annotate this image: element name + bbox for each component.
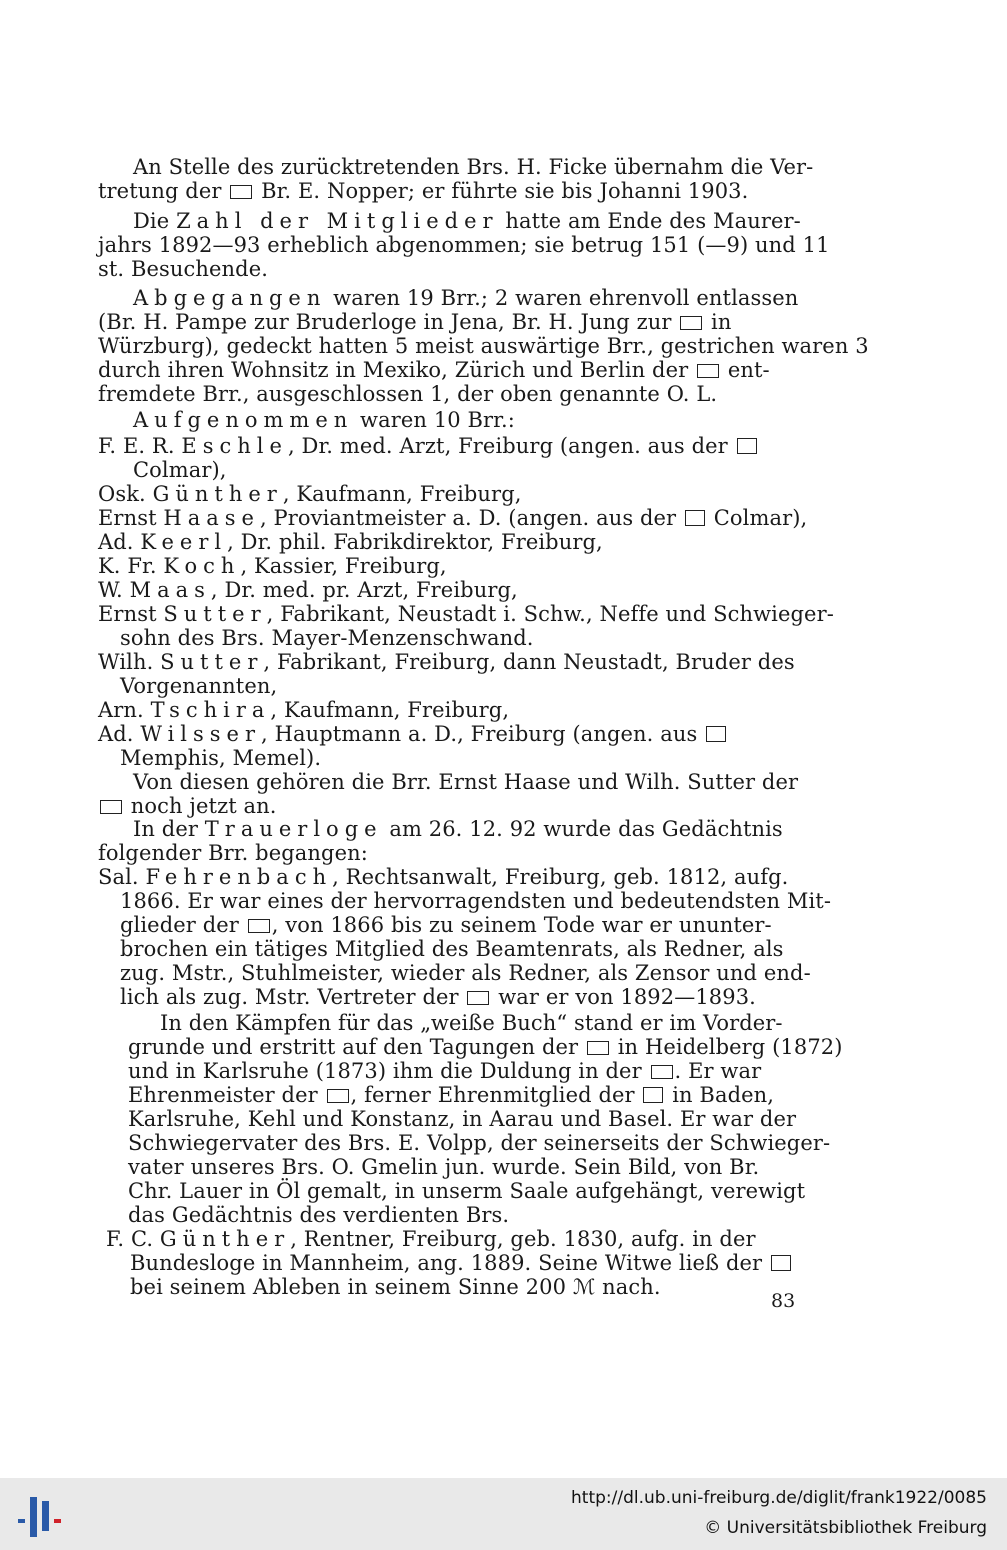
- text-line: [120, 626, 534, 650]
- spaced-name: Sutter: [160, 650, 264, 674]
- text-line: [98, 865, 788, 889]
- line-text: , Dr. med. Arzt, Freiburg (angen. aus der: [287, 434, 735, 458]
- line-text: st. Besuchende.: [98, 257, 269, 281]
- lodge-symbol-icon: [685, 510, 705, 526]
- text-line: [98, 554, 447, 578]
- line-text: F. C.: [106, 1227, 160, 1251]
- text-line: [98, 602, 834, 626]
- line-text: . Er war: [674, 1059, 762, 1083]
- spaced-name: Tschira: [150, 698, 271, 722]
- line-text: glieder der: [120, 913, 246, 937]
- text-line: [98, 698, 509, 722]
- text-line: [98, 482, 522, 506]
- spaced-name: Günther: [152, 482, 283, 506]
- line-text: Chr. Lauer in Öl gemalt, in unserm Saale aufgehängt, verewigt: [128, 1179, 806, 1203]
- line-text: Ad.: [98, 722, 141, 746]
- text-line: [98, 233, 830, 257]
- line-text: in Baden,: [665, 1083, 775, 1107]
- lodge-symbol-icon: [697, 364, 719, 378]
- line-text: noch jetzt an.: [124, 794, 277, 818]
- text-line: [128, 1083, 774, 1107]
- text-line: [120, 889, 831, 913]
- lodge-symbol-icon: [771, 1255, 791, 1271]
- lodge-symbol-icon: [100, 800, 122, 814]
- lodge-symbol-icon: [643, 1087, 663, 1103]
- text-line: [98, 179, 748, 203]
- text-line: [128, 1059, 761, 1083]
- line-text: An Stelle des zurücktretenden Brs. H. Ficke übernahm die Ver-: [133, 155, 814, 179]
- line-text: , Kassier, Freiburg,: [240, 554, 447, 578]
- spaced-name: Abgegangen: [133, 286, 327, 310]
- line-text: , Fabrikant, Neustadt i. Schw., Neffe und Schwieger-: [266, 602, 834, 626]
- line-text: waren 19 Brr.; 2 waren ehrenvoll entlassen: [326, 286, 799, 310]
- library-logo-icon: [12, 1491, 64, 1539]
- text-line: [128, 1203, 509, 1227]
- line-text: Arn.: [98, 698, 151, 722]
- line-text: in: [704, 310, 732, 334]
- text-line: [98, 841, 368, 865]
- text-line: [98, 794, 277, 818]
- lodge-symbol-icon: [230, 185, 252, 199]
- line-text: war er von 1892—1893.: [491, 985, 756, 1009]
- line-text: Schwiegervater des Brs. E. Volpp, der seinerseits der Schwieger-: [128, 1131, 831, 1155]
- line-text: vater unseres Brs. O. Gmelin jun. wurde. Sein Bild, von Br.: [128, 1155, 760, 1179]
- text-line: [133, 286, 798, 310]
- text-line: [98, 578, 518, 602]
- line-text: hatte am Ende des Maurer-: [498, 209, 801, 233]
- line-text: Ernst: [98, 602, 164, 626]
- footer-bar: [0, 1478, 1007, 1550]
- line-text: , Rechtsanwalt, Freiburg, geb. 1812, aufg.: [332, 865, 789, 889]
- line-text: ent-: [721, 358, 770, 382]
- line-text: fremdete Brr., ausgeschlossen 1, der oben genannte O. L.: [98, 382, 718, 406]
- line-text: , Fabrikant, Freiburg, dann Neustadt, Bruder des: [263, 650, 795, 674]
- text-line: [98, 334, 869, 358]
- spaced-name: Aufgenommen: [133, 408, 354, 432]
- text-line: [120, 674, 277, 698]
- line-text: lich als zug. Mstr. Vertreter der: [120, 985, 466, 1009]
- text-line: [120, 961, 811, 985]
- lodge-symbol-icon: [327, 1089, 349, 1103]
- spaced-name: Eschle: [181, 434, 288, 458]
- text-line: [98, 382, 717, 406]
- text-line: [120, 746, 321, 770]
- text-line: [106, 1227, 756, 1251]
- line-text: , ferner Ehrenmitglied der: [350, 1083, 642, 1107]
- text-line: [98, 650, 795, 674]
- line-text: Ernst: [98, 506, 164, 530]
- line-text: durch ihren Wohnsitz in Mexiko, Zürich und Berlin der: [98, 358, 696, 382]
- text-line: [130, 1251, 793, 1275]
- line-text: Osk.: [98, 482, 153, 506]
- text-line: [133, 770, 798, 794]
- line-text: F. E. R.: [98, 434, 182, 458]
- text-line: [98, 310, 732, 334]
- text-line: [128, 1035, 843, 1059]
- lodge-symbol-icon: [467, 991, 489, 1005]
- line-text: bei seinem Ableben in seinem Sinne 200 ℳ nach.: [130, 1275, 661, 1299]
- line-text: In der: [133, 817, 205, 841]
- spaced-name: Günther: [159, 1227, 291, 1251]
- lodge-symbol-icon: [248, 919, 270, 933]
- text-line: [128, 1107, 796, 1131]
- line-text: in Heidelberg (1872): [610, 1035, 843, 1059]
- line-text: Memphis, Memel).: [120, 746, 322, 770]
- text-line: [133, 458, 227, 482]
- source-url-link[interactable]: http://dl.ub.uni-freiburg.de/diglit/frank1922/0085: [571, 1488, 987, 1508]
- line-text: Colmar),: [133, 458, 227, 482]
- lodge-symbol-icon: [680, 316, 702, 330]
- lodge-symbol-icon: [737, 438, 757, 454]
- line-text: Colmar),: [706, 506, 808, 530]
- text-line: [120, 985, 756, 1009]
- spaced-name: Koch: [163, 554, 241, 578]
- spaced-name: Maas: [129, 578, 211, 602]
- line-text: Br. E. Nopper; er führte sie bis Johanni 1903.: [254, 179, 749, 203]
- line-text: , Hauptmann a. D., Freiburg (angen. aus: [261, 722, 705, 746]
- lodge-symbol-icon: [587, 1041, 609, 1055]
- line-text: In den Kämpfen für das „weiße Buch“ stand er im Vorder-: [160, 1011, 783, 1035]
- text-line: [120, 913, 772, 937]
- line-text: , Proviantmeister a. D. (angen. aus der: [259, 506, 683, 530]
- lodge-symbol-icon: [651, 1065, 673, 1079]
- line-text: Sal.: [98, 865, 146, 889]
- spaced-name: Keerl: [140, 530, 228, 554]
- copyright-notice: © Universitätsbibliothek Freiburg: [704, 1518, 987, 1538]
- spaced-name: Trauerloge: [204, 817, 383, 841]
- text-line: [133, 209, 801, 233]
- line-text: , Dr. phil. Fabrikdirektor, Freiburg,: [227, 530, 603, 554]
- line-text: und in Karlsruhe (1873) ihm die Duldung in der: [128, 1059, 649, 1083]
- line-text: Würzburg), gedeckt hatten 5 meist auswärtige Brr., gestrichen waren 3: [98, 334, 869, 358]
- text-line: [98, 257, 268, 281]
- line-text: Karlsruhe, Kehl und Konstanz, in Aarau und Basel. Er war der: [128, 1107, 797, 1131]
- line-text: Bundesloge in Mannheim, ang. 1889. Seine Witwe ließ der: [130, 1251, 769, 1275]
- text-line: [98, 434, 759, 458]
- text-line: [160, 1011, 783, 1035]
- line-text: , Rentner, Freiburg, geb. 1830, aufg. in der: [290, 1227, 756, 1251]
- text-line: [130, 1275, 661, 1299]
- line-text: Vorgenannten,: [120, 674, 278, 698]
- line-text: Von diesen gehören die Brr. Ernst Haase und Wilh. Sutter der: [133, 770, 799, 794]
- line-text: brochen ein tätiges Mitglied des Beamtenrats, als Redner, als: [120, 937, 784, 961]
- text-line: [98, 530, 603, 554]
- line-text: Die: [133, 209, 177, 233]
- line-text: Ehrenmeister der: [128, 1083, 325, 1107]
- line-text: folgender Brr. begangen:: [98, 841, 368, 865]
- spaced-name: Fehrenbach: [145, 865, 333, 889]
- spaced-name: Haase: [163, 506, 260, 530]
- spaced-name: Wilsser: [140, 722, 262, 746]
- line-text: waren 10 Brr.:: [353, 408, 515, 432]
- line-text: am 26. 12. 92 wurde das Gedächtnis: [382, 817, 783, 841]
- line-text: Wilh.: [98, 650, 161, 674]
- line-text: zug. Mstr., Stuhlmeister, wieder als Redner, als Zensor und end-: [120, 961, 811, 985]
- line-text: , von 1866 bis zu seinem Tode war er ununter-: [271, 913, 772, 937]
- line-text: jahrs 1892—93 erheblich abgenommen; sie betrug 151 (—9) und 11: [98, 233, 830, 257]
- line-text: K. Fr.: [98, 554, 164, 578]
- line-text: , Kaufmann, Freiburg,: [282, 482, 522, 506]
- text-line: [128, 1131, 830, 1155]
- text-line: [133, 408, 515, 432]
- line-text: , Dr. med. pr. Arzt, Freiburg,: [210, 578, 518, 602]
- page-number: 83: [771, 1290, 796, 1312]
- line-text: sohn des Brs. Mayer-Menzenschwand.: [120, 626, 534, 650]
- text-line: [120, 937, 784, 961]
- line-text: das Gedächtnis des verdienten Brs.: [128, 1203, 510, 1227]
- text-line: [128, 1179, 805, 1203]
- line-text: grunde und erstritt auf den Tagungen der: [128, 1035, 585, 1059]
- text-line: [133, 817, 783, 841]
- spaced-name: Zahl der Mitglieder: [176, 209, 499, 233]
- line-text: W.: [98, 578, 130, 602]
- text-line: [128, 1155, 759, 1179]
- lodge-symbol-icon: [706, 726, 726, 742]
- spaced-name: Sutter: [163, 602, 267, 626]
- text-line: [98, 506, 807, 530]
- line-text: , Kaufmann, Freiburg,: [270, 698, 510, 722]
- line-text: 1866. Er war eines der hervorragendsten und bedeutendsten Mit-: [120, 889, 832, 913]
- text-line: [133, 155, 813, 179]
- text-line: [98, 722, 728, 746]
- line-text: Ad.: [98, 530, 141, 554]
- line-text: tretung der: [98, 179, 229, 203]
- text-line: [98, 358, 770, 382]
- line-text: (Br. H. Pampe zur Bruderloge in Jena, Br. H. Jung zur: [98, 310, 679, 334]
